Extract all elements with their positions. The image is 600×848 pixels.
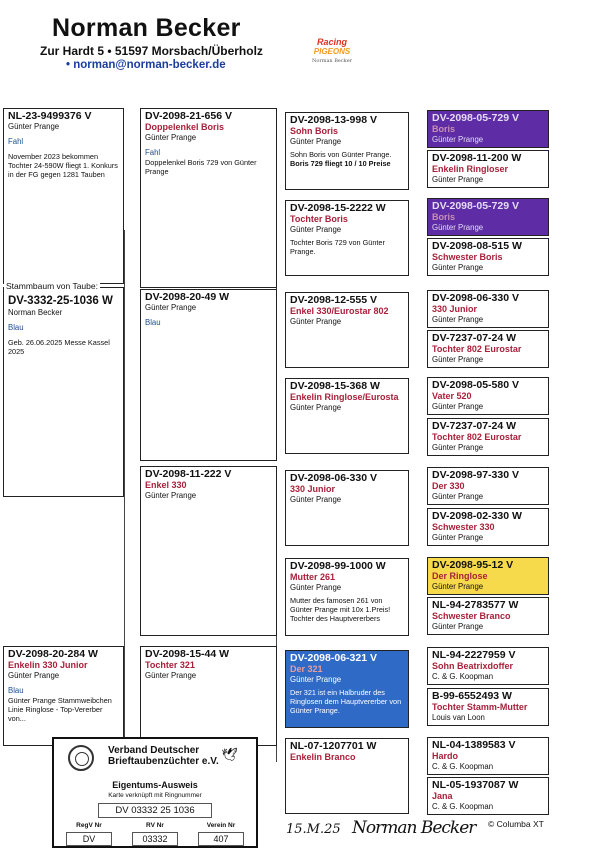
bird-name: Enkelin Ringlose/Eurosta [290, 392, 399, 402]
ring-number: DV-2098-02-330 W [432, 510, 522, 522]
bird-gen4-16[interactable] [427, 777, 549, 815]
description-2: Boris 729 fliegt 10 / 10 Preise [290, 159, 391, 168]
bird-gen3-7[interactable] [285, 650, 409, 728]
bird-name: 330 Junior [290, 484, 336, 494]
bird-name: Schwester Boris [432, 252, 503, 262]
owner: Günter Prange [432, 135, 484, 144]
bird-gen4-3[interactable] [427, 198, 549, 236]
value-verein: 407 [198, 832, 244, 846]
ring-number: NL-94-2227959 V [432, 649, 516, 661]
ring-number: DV-2098-08-515 W [432, 240, 522, 252]
card-title: Eigentums-Ausweis [112, 780, 198, 790]
owner: Günter Prange [290, 495, 342, 504]
owner: Günter Prange [8, 671, 60, 680]
ring-number: DV-2098-11-222 V [145, 468, 232, 480]
bird-gen4-12[interactable] [427, 597, 549, 635]
bird-gen4-8[interactable] [427, 418, 549, 456]
bird-name: Doppelenkel Boris [145, 122, 225, 132]
bird-name: Der 330 [432, 481, 465, 491]
bird-name: Tochter 802 Eurostar [432, 344, 522, 354]
owner: Günter Prange [290, 317, 342, 326]
bird-father[interactable] [3, 108, 124, 284]
ring-number: DV-2098-05-729 V [432, 112, 519, 124]
value-regv: DV [66, 832, 112, 846]
ring-number: NL-94-2783577 W [432, 599, 519, 611]
bird-name: Enkelin Branco [290, 752, 356, 762]
signature: Norman Becker [352, 818, 476, 838]
ring-number: DV-2098-21-656 V [145, 110, 232, 122]
owner: Günter Prange [432, 622, 484, 631]
bird-name: Tochter Boris [290, 214, 348, 224]
description: Geb. 26.06.2025 Messe Kassel 2025 [8, 338, 110, 356]
owner: Günter Prange [145, 671, 197, 680]
bird-maternal-grandmother[interactable] [140, 646, 277, 746]
pigeon-icon: 🕊 [221, 747, 238, 762]
owner: Günter Prange [432, 355, 484, 364]
bird-name: Sohn Beatrixdoffer [432, 661, 514, 671]
logo-line1: Racing [316, 37, 347, 47]
card-subtitle: Karte verknüpft mit Ringnummer [108, 792, 202, 799]
bird-subject[interactable] [3, 287, 124, 497]
bird-gen4-5[interactable] [427, 290, 549, 328]
bird-name: Tochter Stamm-Mutter [432, 702, 528, 712]
bird-name: Schwester Branco [432, 611, 511, 621]
bird-gen3-8[interactable] [285, 738, 409, 814]
bird-gen4-14[interactable] [427, 688, 549, 726]
bird-gen3-3[interactable] [285, 292, 409, 368]
bird-gen3-6[interactable] [285, 558, 409, 636]
description: Sohn Boris von Günter Prange. [290, 150, 392, 159]
ring-number: DV-2098-06-330 V [432, 292, 519, 304]
owner: Günter Prange [145, 491, 197, 500]
bird-name: Boris [432, 124, 456, 134]
bird-mother[interactable] [3, 646, 124, 746]
vdt-emblem-icon [68, 745, 94, 771]
bird-name: Hardo [432, 751, 459, 761]
bird-maternal-grandfather[interactable] [140, 466, 277, 636]
bird-gen4-9[interactable] [427, 467, 549, 505]
ring-number: DV-2098-15-44 W [145, 648, 230, 660]
owner: Günter Prange [145, 303, 197, 312]
bird-name: Boris [432, 212, 456, 222]
handwritten-date: 15.M.25 [286, 822, 341, 837]
bird-name: Vater 520 [432, 391, 472, 401]
ring-number: DV-2098-06-330 V [290, 472, 377, 484]
bird-name: Jana [432, 791, 453, 801]
bird-gen4-10[interactable] [427, 508, 549, 546]
bird-gen3-4[interactable] [285, 378, 409, 454]
owner: Günter Prange [290, 675, 342, 684]
bird-name: Enkel 330/Eurostar 802 [290, 306, 389, 316]
plumage-color: Blau [145, 318, 161, 327]
breeder-email[interactable]: • norman@norman-becker.de [66, 59, 226, 71]
owner: Günter Prange [290, 137, 342, 146]
ring-number: DV-7237-07-24 W [432, 420, 517, 432]
header-regv: RegV Nr [76, 822, 102, 829]
owner: Louis van Loon [432, 713, 485, 722]
ring-number: DV-2098-05-729 V [432, 200, 519, 212]
owner: Günter Prange [432, 223, 484, 232]
bird-name: Tochter 802 Eurostar [432, 432, 522, 442]
owner: Günter Prange [432, 315, 484, 324]
card-ring-field: DV 03332 25 1036 [98, 803, 212, 818]
bracket-parents [124, 230, 125, 740]
bird-gen4-13[interactable] [427, 647, 549, 685]
plumage-color: Fahl [8, 137, 24, 146]
logo-line2: PIGEONS [313, 47, 351, 56]
ring-number: DV-3332-25-1036 W [8, 295, 113, 307]
bird-name: Tochter 321 [145, 660, 195, 670]
owner: Günter Prange [432, 582, 484, 591]
breeder-name: Norman Becker [52, 14, 241, 42]
bird-name: Enkel 330 [145, 480, 187, 490]
description: Günter Prange Stammweibchen Linie Ringlose - Top-Vererber von... [8, 696, 112, 723]
plumage-color: Fahl [145, 148, 161, 157]
ring-number: DV-2098-13-998 V [290, 114, 377, 126]
owner: Günter Prange [432, 263, 484, 272]
owner: C. & G. Koopman [432, 802, 494, 811]
bird-name: Enkelin 330 Junior [8, 660, 88, 670]
ring-number: DV-2098-15-2222 W [290, 202, 386, 214]
ring-number: DV-2098-95-12 V [432, 559, 514, 571]
header-rv: RV Nr [146, 822, 164, 829]
ring-number: DV-2098-20-284 W [8, 648, 98, 660]
ring-number: DV-2098-97-330 V [432, 469, 519, 481]
bird-gen4-4[interactable] [427, 238, 549, 276]
bird-gen3-2[interactable] [285, 200, 409, 276]
ring-number: DV-2098-12-555 V [290, 294, 377, 306]
owner: Günter Prange [432, 175, 484, 184]
ring-number: DV-2098-05-580 V [432, 379, 519, 391]
owner: C. & G. Koopman [432, 762, 494, 771]
breeder-address: Zur Hardt 5 • 51597 Morsbach/Überholz [40, 44, 263, 58]
ring-number: NL-04-1389583 V [432, 739, 516, 751]
ring-number: DV-2098-15-368 W [290, 380, 380, 392]
bird-paternal-grandfather[interactable] [140, 108, 277, 288]
bird-gen4-2[interactable] [427, 150, 549, 188]
ownership-card [52, 737, 258, 848]
description: Mutter des famosen 261 von Günter Prange mit 10x 1.Preis! Tochter des Hauptvererbers [290, 596, 391, 623]
bird-name: Mutter 261 [290, 572, 336, 582]
bird-gen4-1[interactable] [427, 110, 549, 148]
stammbaum-label: Stammbaum von Taube: [6, 281, 98, 291]
bird-name: Enkelin Ringloser [432, 164, 509, 174]
description: Tochter Boris 729 von Günter Prange. [290, 238, 385, 256]
copyright: © Columba XT [488, 819, 544, 829]
ring-number: B-99-6552493 W [432, 690, 512, 702]
owner: Günter Prange [290, 583, 342, 592]
logo-line3: Norman Becker [311, 58, 353, 64]
owner: Günter Prange [8, 122, 60, 131]
ring-number: DV-2098-06-321 V [290, 652, 377, 664]
owner: Günter Prange [290, 225, 342, 234]
ring-number: DV-7237-07-24 W [432, 332, 517, 344]
bird-name: 330 Junior [432, 304, 478, 314]
description: Doppelenkel Boris 729 von Günter Prange [145, 158, 257, 176]
bird-name: Schwester 330 [432, 522, 495, 532]
value-rv: 03332 [132, 832, 178, 846]
owner: Norman Becker [8, 308, 63, 317]
owner: Günter Prange [432, 443, 484, 452]
bird-gen4-6[interactable] [427, 330, 549, 368]
description: November 2023 bekommen Tochter 24-590W fliegt 1. Konkurs in der FG gegen 1281 Tauben [8, 152, 118, 179]
owner: Günter Prange [145, 133, 197, 142]
ring-number: DV-2098-11-200 W [432, 152, 522, 164]
association-line1: Verband Deutscher [108, 745, 200, 756]
header-verein: Verein Nr [206, 822, 236, 829]
owner: Günter Prange [432, 533, 484, 542]
ring-number: DV-2098-20-49 W [145, 291, 230, 303]
plumage-color: Blau [8, 686, 24, 695]
bird-gen3-5[interactable] [285, 470, 409, 546]
owner: C. & G. Koopman [432, 672, 494, 681]
bird-name: Sohn Boris [290, 126, 339, 136]
ring-number: NL-05-1937087 W [432, 779, 519, 791]
ring-number: NL-23-9499376 V [8, 110, 92, 122]
bird-name: Der 321 [290, 664, 323, 674]
bird-gen3-1[interactable] [285, 112, 409, 190]
bird-gen4-15[interactable] [427, 737, 549, 775]
ring-number: NL-07-1207701 W [290, 740, 377, 752]
racing-pigeons-logo [306, 38, 358, 64]
bird-name: Der Ringlose [432, 571, 488, 581]
plumage-color: Blau [8, 323, 24, 332]
association-name [108, 745, 219, 767]
bird-paternal-grandmother[interactable] [140, 289, 277, 461]
bird-gen4-7[interactable] [427, 377, 549, 415]
bird-gen4-11[interactable] [427, 557, 549, 595]
owner: Günter Prange [432, 402, 484, 411]
ring-number: DV-2098-99-1000 W [290, 560, 386, 572]
description: Der 321 ist ein Halbruder des Ringlosen dem Hauptvererber von Günter Prange. [290, 688, 402, 715]
owner: Günter Prange [290, 403, 342, 412]
association-line2: Brieftaubenzüchter e.V. [108, 756, 219, 767]
owner: Günter Prange [432, 492, 484, 501]
